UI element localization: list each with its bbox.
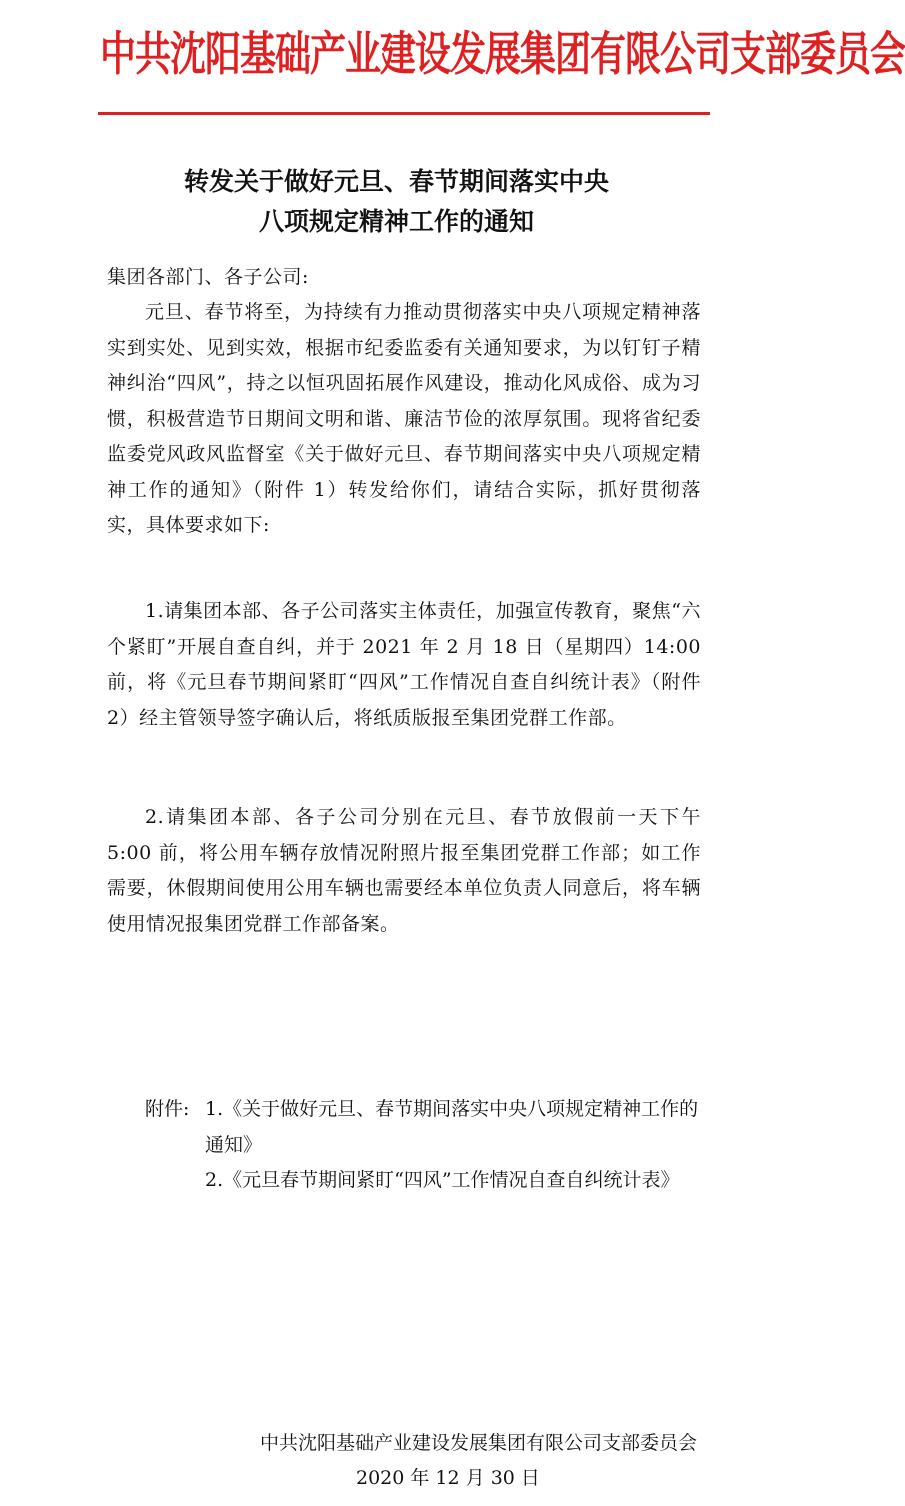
- attachment-item-1: 1.《关于做好元旦、春节期间落实中央八项规定精神工作的通知》: [205, 1098, 699, 1156]
- attachments-label: 附件:: [145, 1098, 190, 1120]
- document-title: [0, 162, 793, 242]
- body-paragraph-intro: 元旦、春节将至，为持续有力推动贯彻落实中央八项规定精神落实到实处、见到实效，根据市纪委监委有关通知要求，为以钉钉子精神纠治“四风”，持之以恒巩固拓展作风建设，推动化风成俗、成为习惯，积极营造节日期间文明和谐、廉洁节俭的浓厚氛围。现将省纪委监委党风政风监督室《关于做好元旦、春节期间落实中央八项规定精神工作的通知》（附件 1）转发给你们，请结合实际，抓好贯彻落实，具体要求如下:: [107, 301, 701, 536]
- document-title-line-2: 八项规定精神工作的通知: [258, 207, 534, 236]
- salutation: 集团各部门、各子公司:: [107, 266, 309, 288]
- document-title-line-1: 转发关于做好元旦、春节期间落实中央: [183, 167, 609, 196]
- signature-organization: 中共沈阳基础产业建设发展集团有限公司支部委员会: [259, 1432, 697, 1454]
- signature-date: 2020 年 12 月 30 日: [356, 1467, 540, 1489]
- attachments-section: [145, 1092, 705, 1199]
- letterhead-title: 中共沈阳基础产业建设发展集团有限公司支部委员会: [100, 28, 905, 82]
- body-paragraph-requirement-2: 2.请集团本部、各子公司分别在元旦、春节放假前一天下午 5:00 前，将公用车辆存放情况附照片报至集团党群工作部；如工作需要，休假期间使用公用车辆也需要经本单位负责人同意后，将车辆使用情况报集团党群工作部备案。: [107, 806, 701, 935]
- body-paragraph-requirement-1: 1.请集团本部、各子公司落实主体责任，加强宣传教育，聚焦“六个紧盯”开展自查自纠，并于 2021 年 2 月 18 日（星期四）14:00 前，将《元旦春节期间紧盯“四风”工作情况自查自纠统计表》（附件 2）经主管领导签字确认后，将纸质版报至集团党群工作部。: [107, 600, 701, 729]
- attachment-item-2: 2.《元旦春节期间紧盯“四风”工作情况自查自纠统计表》: [205, 1169, 680, 1191]
- letterhead-red-rule: [98, 112, 710, 115]
